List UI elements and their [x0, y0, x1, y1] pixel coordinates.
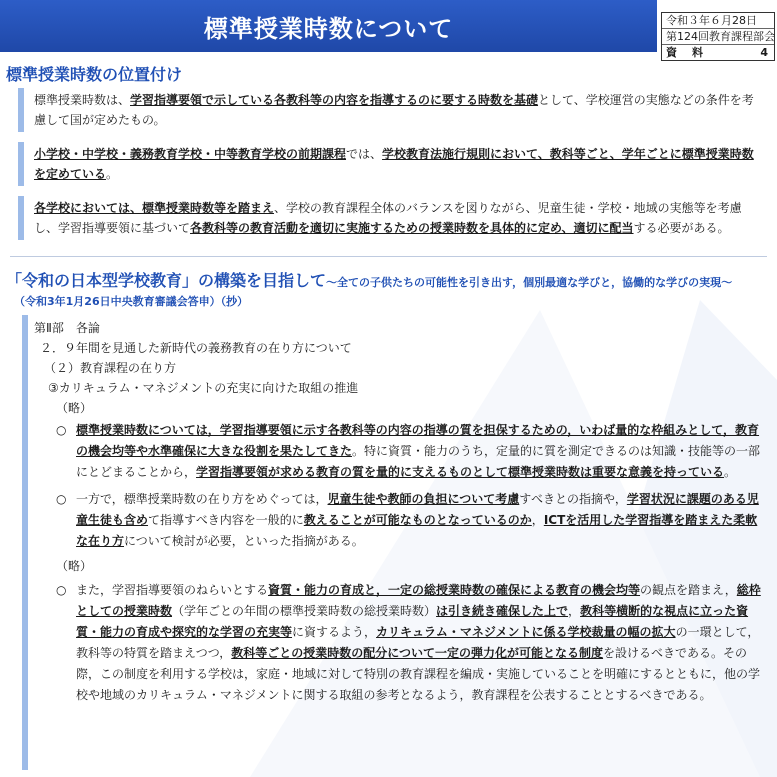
section2-source: （令和3年1月26日中央教育審議会答申）（抄） [14, 295, 249, 308]
outline-part: 第Ⅱ部 各論 [34, 321, 100, 335]
emphasized-text: 資質・能力の育成と，一定の総授業時数の確保による教育の機会均等 [268, 583, 641, 597]
meta-council: 第124回教育課程部会 [666, 30, 775, 43]
meta-material-label [662, 44, 774, 60]
paragraph-3 [56, 580, 769, 706]
document-meta-box [661, 12, 775, 61]
section2-side-bar [22, 315, 28, 770]
body-text: 一方で，標準授業時数の在り方をめぐっては， [76, 492, 328, 506]
body-text: として、学校運営の実態などの条件を考慮して国が定めたもの。 [34, 93, 754, 127]
bullet-circle: ○ [56, 583, 67, 597]
outline-item: ③カリキュラム・マネジメントの充実に向けた取組の推進 [48, 381, 359, 395]
body-text: に資するよう， [292, 625, 377, 639]
emphasized-text: 教科等横断的な視点に立った資質・能力の育成や探究的な学習の充実等 [76, 604, 749, 639]
section-divider [10, 256, 767, 257]
info-box-1 [18, 88, 758, 132]
page-title: 標準授業時数について [0, 0, 657, 52]
body-text: て指導すべき内容を一般的に [148, 513, 304, 527]
meta-date: 令和３年６月28日 [662, 13, 774, 29]
emphasized-text: ICTを活用した学習指導を踏まえた柔軟な在り方 [76, 513, 758, 548]
bullet-circle: ○ [56, 423, 67, 437]
body-text: の観点を踏まえ， [640, 583, 737, 597]
emphasized-text: 学習指導要領が求める教育の質を量的に支えるものとして標準授業時数は重要な意義を持っている [196, 465, 725, 479]
section2-body [34, 318, 769, 706]
section1-title: 標準授業時数の位置付け [6, 65, 183, 84]
section2-subtitle: ～全ての子供たちの可能性を引き出す，個別最適な学びと，協働的な学びの実現～ [326, 276, 733, 289]
body-text: 。 [724, 465, 737, 479]
emphasized-text: 学校教育法施行規則において、教科等ごと、学年ごとに標準授業時数を定めている [34, 147, 754, 181]
outline-subchapter: （２）教育課程の在り方 [44, 361, 177, 375]
emphasized-text: 総枠としての授業時数 [76, 583, 761, 618]
paragraph-1-text [76, 423, 760, 479]
emphasized-text: 小学校・中学校・義務教育学校・中等教育学校の前期課程 [34, 147, 347, 161]
body-text: すべきとの指摘や， [519, 492, 627, 506]
outline-omission-2: （略） [56, 559, 93, 573]
emphasized-text: カリキュラム・マネジメントに係る学校裁量の幅の拡大 [376, 625, 676, 639]
body-text: 。特に資質・能力のうち，定量的に質を測定できるのは知識・技能等の一部にとどまることから， [76, 444, 761, 479]
meta-material-text: 資 料 [666, 46, 705, 59]
emphasized-text: 教科等ごとの授業時数の配分について一定の弾力化が可能となる制度 [231, 646, 604, 660]
body-text: （学年ごとの年間の標準授業時数の総授業時数） [172, 604, 437, 618]
section2-title-main: 「令和の日本型学校教育」の構築を目指して [6, 271, 327, 290]
body-text: の一環として，教科等の特質を踏まえつつ， [76, 625, 760, 660]
outline-chapter: ２．９年間を見通した新時代の義務教育の在り方について [40, 341, 352, 355]
emphasized-text: 学習状況に課題のある児童生徒も含め [76, 492, 759, 527]
section2-title [6, 268, 732, 291]
paragraph-2 [56, 489, 769, 552]
bullet-circle: ○ [56, 492, 67, 506]
info-box-3 [18, 196, 758, 240]
body-text: では、 [346, 147, 383, 161]
body-text: 標準授業時数は、 [34, 93, 131, 107]
body-text: 、学校の教育課程全体のバランスを図りながら、児童生徒・学校・地域の実態等を考慮し、学習指導要領に基づいて [34, 201, 742, 235]
meta-material-number: 4 [760, 46, 770, 59]
emphasized-text: 各教科等の教育活動を適切に実施するための授業時数を具体的に定め、適切に配当 [190, 221, 634, 235]
paragraph-1 [56, 420, 769, 483]
paragraph-2-text [76, 492, 759, 548]
body-text: 。 [106, 167, 119, 181]
emphasized-text: 各学校においては、標準授業時数等を踏まえ [34, 201, 275, 215]
emphasized-text: 標準授業時数については，学習指導要領に示す各教科等の内容の指導の質を担保するための，いわば量的な枠組みとして，教育の機会均等や水準確保に大きな役割を果たしてきた [76, 423, 760, 458]
body-text: する必要がある。 [633, 221, 730, 235]
body-text: また，学習指導要領のねらいとする [76, 583, 269, 597]
body-text: を設けるべきである。その際，この制度を利用する学校は，家庭・地域に対して特別の教育課程を編成・実施していることを明確にするとともに，他の学校や地域のカリキュラム・マネジメントに関する取組の参考となるよう，教育課程を公表することとするべきである。 [76, 646, 761, 702]
body-text: ， [531, 513, 544, 527]
section1-boxes [18, 88, 758, 250]
emphasized-text: 教えることが可能なものとなっているのか [303, 513, 532, 527]
info-box-2 [18, 142, 758, 186]
paragraph-3-text [76, 583, 761, 702]
body-text: について検討が必要，といった指摘がある。 [124, 534, 364, 548]
emphasized-text: は引き続き確保した上で [436, 604, 569, 618]
emphasized-text: 学習指導要領で示している各教科等の内容を指導するのに要する時数を基礎 [130, 93, 539, 107]
outline-omission: （略） [56, 401, 93, 415]
body-text: ， [568, 604, 581, 618]
emphasized-text: 児童生徒や教師の負担について考慮 [327, 492, 520, 506]
